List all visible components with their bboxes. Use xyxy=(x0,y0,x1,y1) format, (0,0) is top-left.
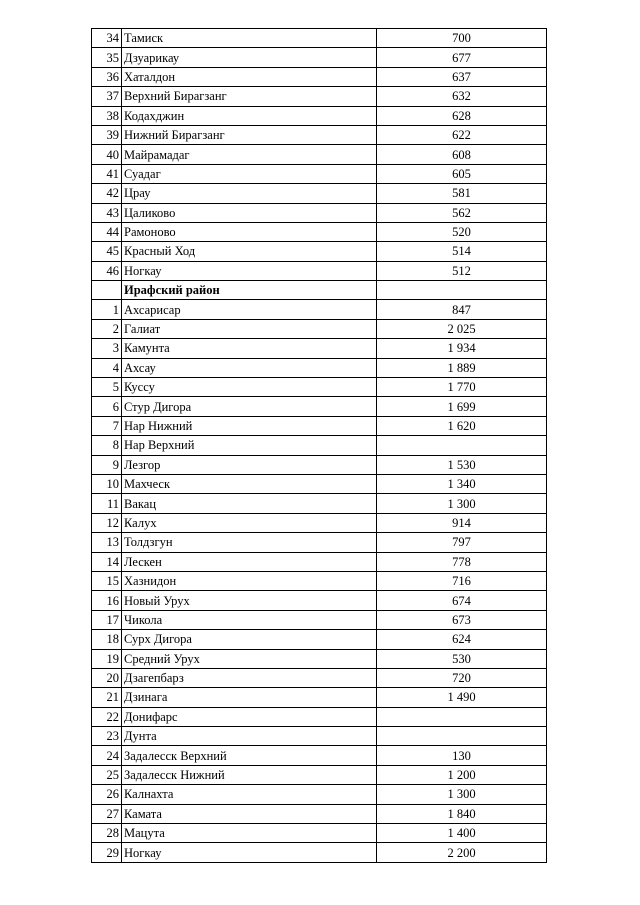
settlement-value: 562 xyxy=(377,203,547,222)
table-row xyxy=(92,87,547,106)
row-number: 6 xyxy=(92,397,122,416)
settlement-value: 628 xyxy=(377,106,547,125)
settlement-value: 2 200 xyxy=(377,843,547,862)
settlement-name: Хазнидон xyxy=(122,571,377,590)
settlement-name: Камунта xyxy=(122,339,377,358)
settlement-name: Црау xyxy=(122,184,377,203)
row-number: 26 xyxy=(92,785,122,804)
settlement-value: 512 xyxy=(377,261,547,280)
table-row xyxy=(92,125,547,144)
settlement-value: 716 xyxy=(377,571,547,590)
settlement-name: Майрамадаг xyxy=(122,145,377,164)
row-number: 18 xyxy=(92,630,122,649)
table-row xyxy=(92,843,547,862)
table-row xyxy=(92,145,547,164)
table-row xyxy=(92,552,547,571)
settlement-name: Дунта xyxy=(122,727,377,746)
settlement-value xyxy=(377,707,547,726)
settlement-value: 514 xyxy=(377,242,547,261)
settlement-name: Ногкау xyxy=(122,843,377,862)
settlement-value: 720 xyxy=(377,668,547,687)
row-number: 12 xyxy=(92,513,122,532)
row-number: 41 xyxy=(92,164,122,183)
settlement-name: Кодахджин xyxy=(122,106,377,125)
settlement-value: 624 xyxy=(377,630,547,649)
settlement-name: Задалесск Нижний xyxy=(122,765,377,784)
row-number: 15 xyxy=(92,571,122,590)
table-row xyxy=(92,339,547,358)
settlement-name: Стур Дигора xyxy=(122,397,377,416)
table-row xyxy=(92,436,547,455)
row-number: 9 xyxy=(92,455,122,474)
settlement-value: 1 300 xyxy=(377,785,547,804)
table-row xyxy=(92,746,547,765)
settlement-value: 605 xyxy=(377,164,547,183)
table-row xyxy=(92,300,547,319)
settlement-name: Чикола xyxy=(122,610,377,629)
row-number: 36 xyxy=(92,67,122,86)
table-row xyxy=(92,319,547,338)
row-number: 5 xyxy=(92,378,122,397)
row-number: 34 xyxy=(92,29,122,48)
table-row xyxy=(92,804,547,823)
table-row xyxy=(92,474,547,493)
row-number: 40 xyxy=(92,145,122,164)
table-row xyxy=(92,649,547,668)
table-body xyxy=(92,29,547,863)
settlement-value: 1 200 xyxy=(377,765,547,784)
settlements-table xyxy=(91,28,547,863)
settlement-value: 778 xyxy=(377,552,547,571)
settlement-value: 530 xyxy=(377,649,547,668)
table-row xyxy=(92,29,547,48)
settlement-name: Лезгор xyxy=(122,455,377,474)
table-row xyxy=(92,106,547,125)
settlement-value: 673 xyxy=(377,610,547,629)
table-row xyxy=(92,48,547,67)
settlement-value: 1 620 xyxy=(377,416,547,435)
settlement-value xyxy=(377,436,547,455)
settlement-value: 622 xyxy=(377,125,547,144)
settlement-name: Сурх Дигора xyxy=(122,630,377,649)
row-number: 38 xyxy=(92,106,122,125)
settlement-value: 1 770 xyxy=(377,378,547,397)
settlement-name: Задалесск Верхний xyxy=(122,746,377,765)
settlement-value: 700 xyxy=(377,29,547,48)
table-row xyxy=(92,222,547,241)
table-row xyxy=(92,591,547,610)
settlement-name: Нар Нижний xyxy=(122,416,377,435)
settlement-value: 632 xyxy=(377,87,547,106)
settlement-name: Дзинага xyxy=(122,688,377,707)
settlement-value: 1 840 xyxy=(377,804,547,823)
row-number: 23 xyxy=(92,727,122,746)
row-number: 10 xyxy=(92,474,122,493)
settlement-value: 130 xyxy=(377,746,547,765)
row-number: 44 xyxy=(92,222,122,241)
settlement-value: 847 xyxy=(377,300,547,319)
settlement-name: Новый Урух xyxy=(122,591,377,610)
settlement-value: 677 xyxy=(377,48,547,67)
settlement-value: 1 340 xyxy=(377,474,547,493)
settlement-name: Рамоново xyxy=(122,222,377,241)
table-row xyxy=(92,67,547,86)
settlement-name: Ирафский район xyxy=(122,281,377,300)
row-number: 17 xyxy=(92,610,122,629)
settlement-name: Камата xyxy=(122,804,377,823)
row-number: 3 xyxy=(92,339,122,358)
settlement-value: 797 xyxy=(377,533,547,552)
row-number: 8 xyxy=(92,436,122,455)
table-row xyxy=(92,513,547,532)
settlement-value: 1 490 xyxy=(377,688,547,707)
settlement-name: Средний Урух xyxy=(122,649,377,668)
row-number: 22 xyxy=(92,707,122,726)
settlement-value: 2 025 xyxy=(377,319,547,338)
row-number: 39 xyxy=(92,125,122,144)
settlement-name: Нижний Бирагзанг xyxy=(122,125,377,144)
settlement-value xyxy=(377,281,547,300)
row-number: 4 xyxy=(92,358,122,377)
settlement-name: Лескен xyxy=(122,552,377,571)
row-number: 35 xyxy=(92,48,122,67)
row-number: 24 xyxy=(92,746,122,765)
settlement-value: 1 889 xyxy=(377,358,547,377)
settlement-name: Ахсау xyxy=(122,358,377,377)
row-number: 37 xyxy=(92,87,122,106)
settlement-name: Галиат xyxy=(122,319,377,338)
row-number: 27 xyxy=(92,804,122,823)
row-number: 14 xyxy=(92,552,122,571)
settlement-name: Вакац xyxy=(122,494,377,513)
settlement-name: Дзагепбарз xyxy=(122,668,377,687)
row-number: 16 xyxy=(92,591,122,610)
table-row xyxy=(92,378,547,397)
settlement-name: Нар Верхний xyxy=(122,436,377,455)
table-row xyxy=(92,668,547,687)
settlement-value xyxy=(377,727,547,746)
settlement-name: Красный Ход xyxy=(122,242,377,261)
settlement-value: 1 300 xyxy=(377,494,547,513)
settlement-name: Суадаг xyxy=(122,164,377,183)
settlement-name: Ногкау xyxy=(122,261,377,280)
settlement-name: Толдзгун xyxy=(122,533,377,552)
table-row xyxy=(92,184,547,203)
settlement-name: Махческ xyxy=(122,474,377,493)
settlement-name: Хаталдон xyxy=(122,67,377,86)
row-number: 11 xyxy=(92,494,122,513)
row-number: 7 xyxy=(92,416,122,435)
settlement-name: Мацута xyxy=(122,824,377,843)
settlement-name: Донифарс xyxy=(122,707,377,726)
settlement-value: 1 934 xyxy=(377,339,547,358)
settlement-name: Верхний Бирагзанг xyxy=(122,87,377,106)
table-row xyxy=(92,571,547,590)
row-number: 21 xyxy=(92,688,122,707)
row-number: 45 xyxy=(92,242,122,261)
table-row xyxy=(92,455,547,474)
table-row xyxy=(92,785,547,804)
row-number: 25 xyxy=(92,765,122,784)
table-row xyxy=(92,416,547,435)
settlement-name: Ахсарисар xyxy=(122,300,377,319)
table-row xyxy=(92,630,547,649)
table-row xyxy=(92,707,547,726)
table-row xyxy=(92,397,547,416)
row-number: 13 xyxy=(92,533,122,552)
row-number xyxy=(92,281,122,300)
table-row xyxy=(92,610,547,629)
table-row xyxy=(92,688,547,707)
settlement-name: Калнахта xyxy=(122,785,377,804)
row-number: 19 xyxy=(92,649,122,668)
table-row xyxy=(92,358,547,377)
table-row xyxy=(92,261,547,280)
row-number: 2 xyxy=(92,319,122,338)
section-header-row xyxy=(92,281,547,300)
table-row xyxy=(92,203,547,222)
settlement-name: Тамиск xyxy=(122,29,377,48)
settlement-value: 608 xyxy=(377,145,547,164)
table-row xyxy=(92,824,547,843)
row-number: 28 xyxy=(92,824,122,843)
settlement-value: 581 xyxy=(377,184,547,203)
table-row xyxy=(92,727,547,746)
settlement-value: 1 400 xyxy=(377,824,547,843)
row-number: 42 xyxy=(92,184,122,203)
table-row xyxy=(92,242,547,261)
settlement-value: 520 xyxy=(377,222,547,241)
settlement-value: 637 xyxy=(377,67,547,86)
settlement-name: Дзуарикау xyxy=(122,48,377,67)
table-row xyxy=(92,765,547,784)
settlement-value: 914 xyxy=(377,513,547,532)
settlement-name: Куссу xyxy=(122,378,377,397)
row-number: 43 xyxy=(92,203,122,222)
table-row xyxy=(92,494,547,513)
row-number: 46 xyxy=(92,261,122,280)
settlement-value: 1 530 xyxy=(377,455,547,474)
row-number: 1 xyxy=(92,300,122,319)
row-number: 29 xyxy=(92,843,122,862)
settlement-value: 1 699 xyxy=(377,397,547,416)
settlement-name: Калух xyxy=(122,513,377,532)
row-number: 20 xyxy=(92,668,122,687)
table-row xyxy=(92,164,547,183)
table-row xyxy=(92,533,547,552)
settlement-name: Цаликово xyxy=(122,203,377,222)
settlement-value: 674 xyxy=(377,591,547,610)
